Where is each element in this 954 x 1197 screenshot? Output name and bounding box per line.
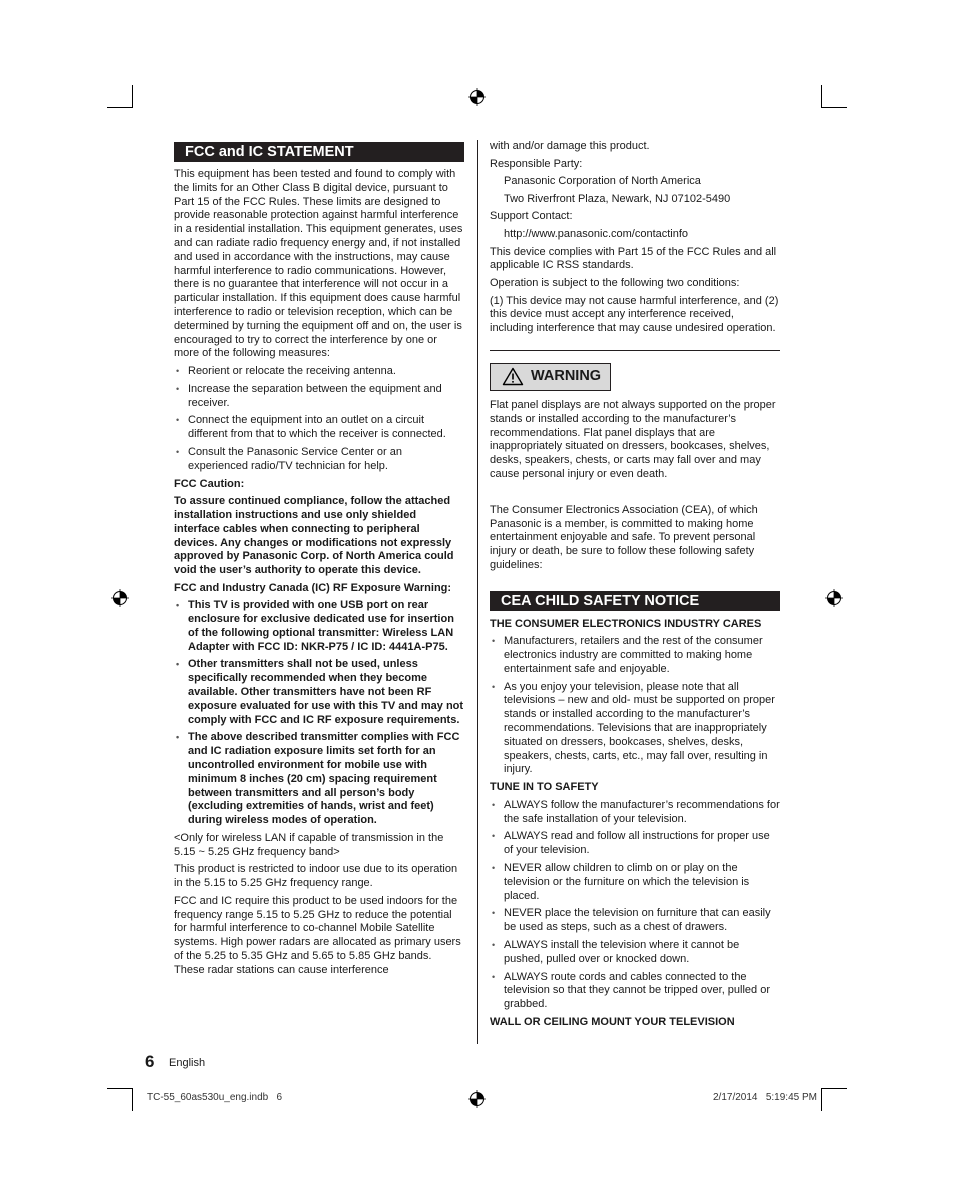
list-item: • ALWAYS read and follow all instructions for proper use of your television. (490, 830, 780, 858)
right-column (490, 140, 780, 1034)
list-item: • As you enjoy your television, please note that all televisions – new and old- must be supported on proper stands or installed according to the manufacturer’s recommendations. Televisions that are inappropriately situated on dressers, bookcases, shelves, desks, speakers, chests, carts, etc., may fall over, resulting in injury. (490, 681, 780, 778)
list-item: • Connect the equipment into an outlet on a circuit different from that to which the receiver is connected. (174, 414, 464, 442)
column-divider (477, 140, 478, 1044)
industry-cares-heading: THE CONSUMER ELECTRONICS INDUSTRY CARES (490, 617, 762, 630)
list-item: • The above described transmitter complies with FCC and IC radiation exposure limits set forth for an uncontrolled environment for mobile use with minimum 8 inches (20 cm) spacing requirement between transmitters and all person’s body (excluding extremities of hands, wrist and feet) during wireless modes of operation. (174, 731, 464, 828)
fcc-ic-statement-heading: FCC and IC STATEMENT (174, 142, 464, 162)
measures-list (174, 365, 464, 474)
indoor-use-paragraph: This product is restricted to indoor use due to its operation in the 5.15 to 5.25 GHz frequency range. (174, 863, 458, 890)
list-item: • ALWAYS route cords and cables connected to the television so that they cannot be tripped over, pulled or grabbed. (490, 971, 780, 1012)
conditions-intro: Operation is subject to the following two conditions: (490, 276, 740, 289)
rf-exposure-title: FCC and Industry Canada (IC) RF Exposure Warning: (174, 581, 452, 594)
left-column (174, 142, 464, 981)
list-item: • Manufacturers, retailers and the rest of the consumer electronics industry are committed to making home entertainment safe and enjoyable. (490, 635, 780, 676)
page-number: 6 (145, 1052, 155, 1071)
warning-text: Flat panel displays are not always supported on the proper stands or installed according to the manufacturer’s recommendations. Flat panel displays that are inappropriately situated on dressers, bookcases, shelves, desks, speakers, chests, or carts may fall over and may cause personal injury or even death. (490, 398, 776, 480)
support-contact-url: http://www.panasonic.com/contactinfo (504, 227, 689, 240)
responsible-party-address: Two Riverfront Plaza, Newark, NJ 07102-5490 (504, 192, 731, 205)
registration-mark-icon (825, 589, 843, 607)
fcc-caution-title: FCC Caution: (174, 477, 245, 490)
list-item: • ALWAYS install the television where it cannot be pushed, pulled over or knocked down. (490, 939, 780, 967)
list-item: • Other transmitters shall not be used, unless specifically recommended when they become available. Other transmitters have not been RF exposure evaluated for use with this TV and may not comply with FCC and IC RF exposure requirements. (174, 658, 464, 727)
list-item: • This TV is provided with one USB port on rear enclosure for exclusive dedicated use for insertion of the following optional transmitter: Wireless LAN Adapter with FCC ID: NKR-P75 / IC ID: 4441A-P75. (174, 599, 464, 654)
fcc-caution-text: To assure continued compliance, follow the attached installation instructions and use only shielded interface cables when connecting to peripheral devices. Any changes or modifications not expressly approved by Panasonic Corp. of North America could void the user’s authority to operate this device. (174, 495, 454, 577)
tune-in-list (490, 799, 780, 1012)
list-item: • Increase the separation between the equipment and receiver. (174, 383, 464, 411)
fcc-intro-paragraph: This equipment has been tested and found to comply with the limits for an Other Class B digital device, pursuant to Part 15 of the FCC Rules. These limits are designed to provide reasonable protection against harmful interference in a residential installation. This equipment generates, uses and can radiate radio frequency energy and, if not installed and used in accordance with the instructions, may cause harmful interference to radio communications. However, there is no guarantee that interference will not occur in a particular installation. If this equipment does cause harmful interference to radio or television reception, which can be determined by turning the equipment off and on, the user is encouraged to try to correct the interference by one or more of the following measures: (174, 168, 463, 360)
responsible-party-name: Panasonic Corporation of North America (504, 175, 701, 188)
cea-child-safety-heading: CEA CHILD SAFETY NOTICE (490, 591, 780, 611)
warning-triangle-icon (502, 367, 524, 386)
radar-paragraph: FCC and IC require this product to be used indoors for the frequency range 5.15 to 5.25 GHz to reduce the potential for harmful interference to co-channel Mobile Satellite systems. High power radars are allocated as primary users of the 5.25 to 5.35 GHz and 5.65 to 5.85 GHz bands. These radar stations can cause interference (174, 894, 461, 976)
registration-mark-icon (111, 589, 129, 607)
conditions-paragraph: (1) This device may not cause harmful interference, and (2) this device must accept any interference received, including interference that may cause undesired operation. (490, 294, 779, 335)
print-timestamp: 2/17/2014 5:19:45 PM (713, 1092, 817, 1103)
list-item: • Consult the Panasonic Service Center or an experienced radio/TV technician for help. (174, 446, 464, 474)
file-name: TC-55_60as530u_eng.indb 6 (147, 1092, 283, 1103)
list-item: • ALWAYS follow the manufacturer’s recommendations for the safe installation of your television. (490, 799, 780, 827)
cares-list (490, 635, 780, 777)
wlan-note: <Only for wireless LAN if capable of transmission in the 5.15 ~ 5.25 GHz frequency band> (174, 832, 444, 858)
warning-label: WARNING (531, 368, 602, 385)
fcc-compliance-paragraph: This device complies with Part 15 of the FCC Rules and all applicable IC RSS standards. (490, 245, 777, 272)
cea-intro-paragraph: The Consumer Electronics Association (CEA), of which Panasonic is a member, is committed to making home entertainment enjoyable and safe. To prevent personal injury or death, be sure to follow these following safety guidelines: (490, 503, 758, 571)
continued-text: with and/or damage this product. (490, 140, 650, 152)
warning-box (490, 363, 611, 391)
registration-mark-icon (468, 1090, 486, 1108)
list-item: • NEVER place the television on furniture that can easily be used as steps, such as a chest of drawers. (490, 907, 780, 935)
section-rule (490, 350, 780, 351)
support-contact-label: Support Contact: (490, 210, 573, 223)
wall-mount-heading: WALL OR CEILING MOUNT YOUR TELEVISION (490, 1016, 735, 1029)
rf-exposure-list (174, 599, 464, 828)
tune-in-heading: TUNE IN TO SAFETY (490, 781, 599, 794)
list-item: • Reorient or relocate the receiving antenna. (174, 365, 464, 379)
language-label: English (169, 1057, 206, 1069)
registration-mark-icon (468, 88, 486, 106)
responsible-party-label: Responsible Party: (490, 157, 583, 170)
list-item: • NEVER allow children to climb on or play on the television or the furniture on which the television is placed. (490, 862, 780, 903)
